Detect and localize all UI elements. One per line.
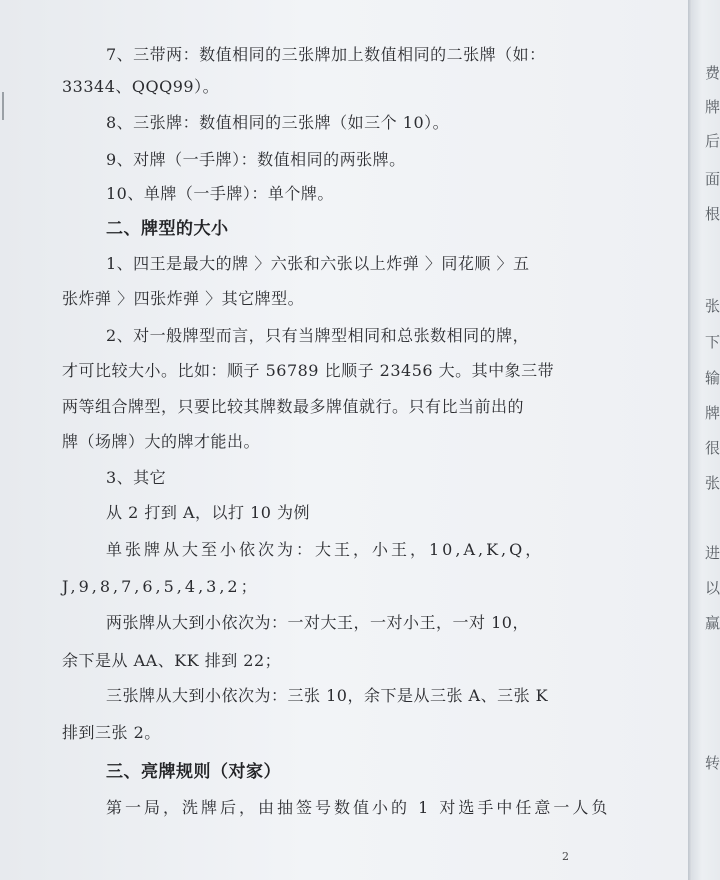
single-card-order-line-1: 单张牌从大至小依次为：大王，小王，10,A,K,Q，	[106, 540, 545, 559]
facing-page-char: 转	[705, 754, 720, 772]
size-rule-2-line-1: 2、对一般牌型而言，只有当牌型相同和总张数相同的牌，	[106, 326, 530, 345]
section-heading-2: 二、牌型的大小	[106, 219, 229, 239]
facing-page-char: 牌	[705, 98, 720, 116]
reveal-rule-line-1: 第一局，洗牌后，由抽签号数值小的 1 对选手中任意一人负	[106, 798, 611, 817]
size-rule-2-line-3: 两等组合牌型，只要比较其牌数最多牌值就行。只有比当前出的	[62, 397, 525, 416]
page-number: 2	[562, 850, 569, 863]
facing-page-char: 面	[705, 170, 720, 188]
facing-page-char: 根	[705, 205, 720, 223]
section-heading-3: 三、亮牌规则（对家）	[106, 762, 281, 782]
facing-page-char: 费	[705, 64, 720, 82]
pair-order-line-2: 余下是从 AA、KK 排到 22；	[62, 651, 282, 670]
facing-page-char: 张	[705, 474, 720, 492]
example-intro: 从 2 打到 A，以打 10 为例	[106, 503, 311, 522]
size-rule-3-title: 3、其它	[106, 468, 167, 487]
rule-10: 10、单牌（一手牌）：单个牌。	[106, 184, 334, 203]
size-rule-2-line-4: 牌（场牌）大的牌才能出。	[62, 432, 261, 451]
rule-8: 8、三张牌：数值相同的三张牌（如三个 10）。	[106, 113, 450, 132]
single-card-order-line-2: J,9,8,7,6,5,4,3,2；	[62, 577, 260, 596]
facing-page-char: 进	[705, 544, 720, 562]
facing-page-char: 下	[705, 333, 720, 351]
size-rule-2-line-2: 才可比较大小。比如：顺子 56789 比顺子 23456 大。其中象三带	[62, 361, 555, 380]
rule-7-line-1: 7、三带两：数值相同的三张牌加上数值相同的二张牌（如：	[106, 45, 546, 64]
facing-page-char: 后	[705, 132, 720, 150]
triple-order-line-2: 排到三张 2。	[62, 723, 161, 742]
triple-order-line-1: 三张牌从大到小依次为：三张 10，余下是从三张 A、三张 K	[106, 686, 549, 705]
facing-page-char: 牌	[705, 404, 720, 422]
facing-page-char: 输	[705, 369, 720, 387]
rule-9: 9、对牌（一手牌）：数值相同的两张牌。	[106, 150, 406, 169]
facing-page-char: 很	[705, 439, 720, 457]
facing-page-char: 赢	[705, 614, 720, 632]
size-rule-1-line-2: 张炸弹 〉四张炸弹 〉其它牌型。	[62, 289, 305, 308]
left-margin-mark	[2, 92, 4, 120]
facing-page-char: 以	[705, 579, 720, 597]
pair-order-line-1: 两张牌从大到小依次为：一对大王，一对小王，一对 10，	[106, 613, 529, 632]
size-rule-1-line-1: 1、四王是最大的牌 〉六张和六张以上炸弹 〉同花顺 〉五	[106, 254, 530, 273]
rule-7-line-2: 33344、QQQ99）。	[62, 77, 220, 96]
facing-page-char: 张	[705, 297, 720, 315]
page-binding-edge	[688, 0, 692, 880]
